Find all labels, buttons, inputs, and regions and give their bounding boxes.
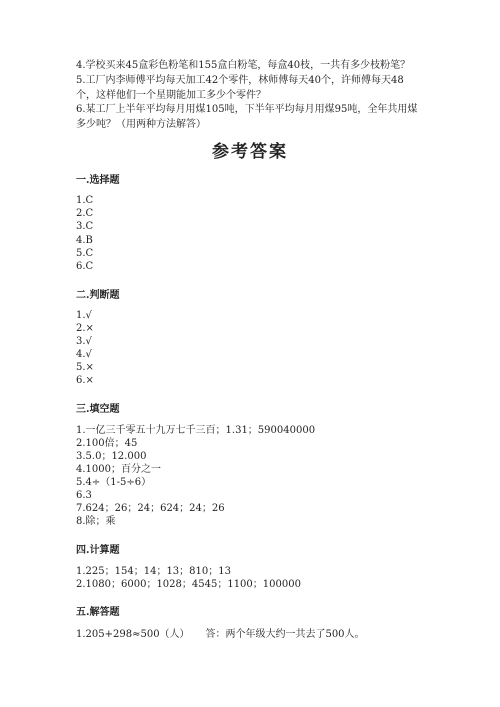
answer-item: 3.√ — [76, 336, 92, 347]
section-heading-word-problems: 五.解答题 — [76, 607, 120, 618]
section-heading-judgement: 二.判断题 — [76, 290, 120, 301]
answer-item: 2.× — [76, 323, 94, 334]
answer-item: 1.√ — [76, 310, 92, 321]
question-5-line-2: 个，这样他们一个星期能加工多少个零件？ — [76, 90, 266, 101]
answer-item: 4.B — [76, 235, 93, 246]
answer-item: 6.3 — [76, 490, 92, 501]
question-6-line-2: 多少吨？（用两种方法解答） — [76, 119, 206, 130]
answer-item: 1.C — [76, 195, 94, 206]
answer-item: 3.5.0；12.000 — [76, 451, 147, 462]
answer-item: 2.C — [76, 208, 94, 219]
answer-item: 4.√ — [76, 349, 92, 360]
answer-item: 6.C — [76, 261, 94, 272]
page-title: 参考答案 — [212, 142, 288, 162]
answer-item: 4.1000；百分之一 — [76, 464, 161, 475]
section-heading-choice: 一.选择题 — [76, 175, 120, 186]
section-heading-calculation: 四.计算题 — [76, 545, 120, 556]
section-heading-fill-in: 三.填空题 — [76, 404, 120, 415]
answer-item: 1.225；154；14；13；810；13 — [76, 566, 231, 577]
answer-item: 5.4÷（1-5÷6） — [76, 477, 152, 488]
answer-item: 2.100倍；45 — [76, 438, 138, 449]
answer-item: 1.205+298≈500（人） 答：两个年级大约一共去了500人。 — [76, 629, 365, 640]
answer-item: 7.624；26；24；624；24；26 — [76, 503, 225, 514]
answer-item: 3.C — [76, 221, 94, 232]
question-4-line: 4.学校买来45盒彩色粉笔和155盒白粉笔，每盒40枝，一共有多少枝粉笔？ — [76, 60, 411, 71]
question-6-line-1: 6.某工厂上半年平均每月用煤105吨，下半年平均每月用煤95吨，全年共用煤 — [76, 104, 418, 115]
answer-item: 2.1080；6000；1028；4545；1100；100000 — [76, 579, 301, 590]
answer-item: 1.一亿三千零五十九万七千三百；1.31；590040000 — [76, 425, 316, 436]
answer-item: 5.C — [76, 248, 94, 259]
question-5-line-1: 5.工厂内李师傅平均每天加工42个零件，林师傅每天40个，许师傅每天48 — [76, 75, 404, 86]
answer-item: 5.× — [76, 362, 94, 373]
answer-item: 8.除；乘 — [76, 516, 116, 527]
answer-item: 6.× — [76, 375, 94, 386]
